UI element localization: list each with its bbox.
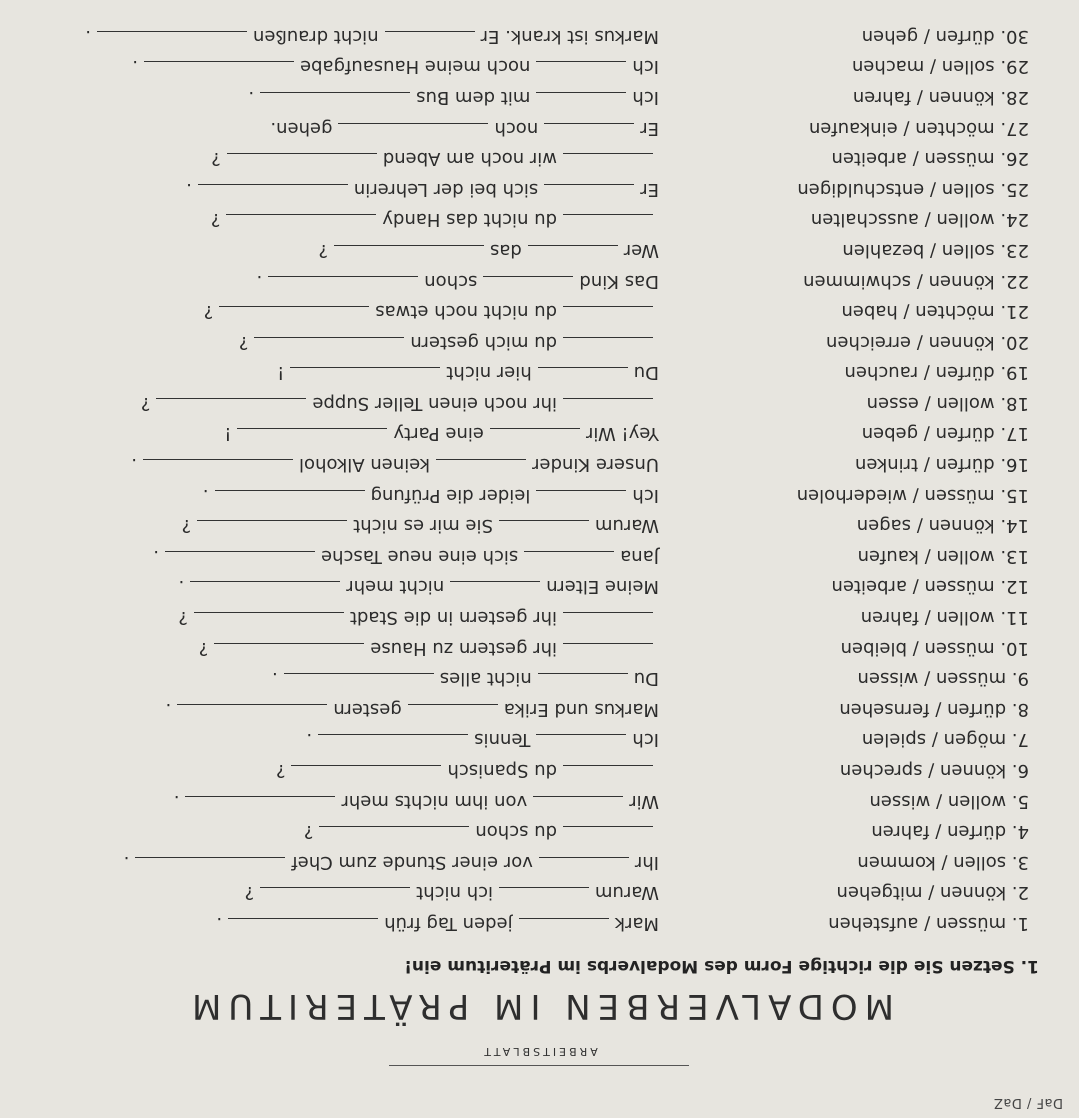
- sentence-end: .: [216, 913, 223, 934]
- exercise-row: [40, 510, 1029, 541]
- exercise-verbs: 25. sollen / entschuldigen: [797, 178, 1029, 200]
- infinitive-blank[interactable]: [260, 92, 410, 111]
- infinitive-blank[interactable]: [227, 153, 377, 172]
- sentence-middle: ihr gestern in die Stadt: [349, 607, 557, 629]
- sentence-start: Ich: [632, 56, 659, 78]
- task-instruction: 1. Setzen Sie die richtige Form des Modalverbs im Präteritum ein!: [404, 956, 1039, 976]
- sentence-middle: du nicht noch etwas: [375, 301, 557, 323]
- sentence-start: Das Kind: [579, 270, 659, 292]
- sentence-middle: vor einer Stunde zum Chef: [291, 851, 533, 873]
- sentence-end: ?: [203, 301, 214, 323]
- exercise-sentence: [199, 632, 659, 663]
- exercise-row: [40, 601, 1029, 632]
- infinitive-blank[interactable]: [254, 337, 404, 356]
- exercise-row: [40, 724, 1029, 755]
- exercise-verbs: 9. müssen / wissen: [857, 668, 1029, 690]
- answer-blank[interactable]: [563, 398, 653, 417]
- exercise-row: [40, 81, 1029, 112]
- exercise-verbs: 19. dürfen / rauchen: [844, 362, 1029, 384]
- exercise-sentence: [276, 754, 659, 785]
- exercise-sentence: [272, 663, 659, 694]
- answer-blank[interactable]: [563, 153, 653, 172]
- infinitive-blank[interactable]: [291, 765, 441, 784]
- answer-blank[interactable]: [563, 337, 653, 356]
- infinitive-blank[interactable]: [338, 123, 488, 142]
- sentence-end: ?: [210, 209, 221, 231]
- answer-blank[interactable]: [450, 581, 540, 600]
- answer-blank[interactable]: [536, 490, 626, 509]
- exercise-row: [40, 296, 1029, 327]
- exercise-row: [40, 204, 1029, 235]
- sentence-end: ?: [303, 821, 314, 843]
- sentence-middle: das: [489, 239, 522, 261]
- sentence-end: .: [132, 56, 139, 78]
- exercise-row: [40, 693, 1029, 724]
- infinitive-blank[interactable]: [135, 857, 285, 876]
- exercise-sentence: [211, 143, 659, 174]
- infinitive-blank[interactable]: [190, 581, 340, 600]
- exercise-row: [40, 173, 1029, 204]
- sentence-end: .: [256, 270, 263, 292]
- sentence-end: .: [173, 790, 180, 812]
- exercise-verbs: 8. dürfen / fernsehen: [839, 698, 1029, 720]
- exercise-row: [40, 907, 1029, 938]
- infinitive-blank[interactable]: [197, 520, 347, 539]
- sentence-start: Du: [633, 668, 659, 690]
- sentence-end: .: [248, 86, 255, 108]
- exercise-sentence: [224, 418, 659, 449]
- sentence-end: .: [131, 454, 138, 476]
- sentence-middle: jeden Tag früh: [384, 913, 513, 934]
- exercise-sentence: [203, 479, 659, 510]
- exercise-sentence: [270, 112, 659, 143]
- sentence-end: .: [123, 851, 130, 873]
- answer-blank[interactable]: [544, 123, 634, 142]
- answer-blank[interactable]: [436, 459, 526, 478]
- sentence-middle: noch: [494, 117, 539, 139]
- exercise-verbs: 3. sollen / kommen: [857, 851, 1029, 873]
- exercise-verbs: 17. dürfen / geben: [861, 423, 1029, 445]
- sentence-middle: wir noch am Abend: [382, 148, 557, 170]
- exercise-row: [40, 663, 1029, 694]
- sentence-end: ?: [211, 148, 221, 170]
- answer-blank[interactable]: [538, 367, 628, 386]
- exercise-verbs: 18. wollen / essen: [866, 392, 1029, 414]
- sentence-middle: Sie mir es nicht: [353, 515, 493, 537]
- sentence-end: ?: [318, 239, 328, 261]
- infinitive-blank[interactable]: [318, 734, 468, 753]
- answer-blank[interactable]: [539, 857, 629, 876]
- exercise-sentence: [153, 540, 659, 571]
- sentence-middle: du schon: [475, 821, 557, 843]
- sentence-end: .: [186, 178, 192, 200]
- exercise-sentence: [174, 785, 659, 816]
- exercise-verbs: 13. wollen / kaufen: [857, 545, 1029, 567]
- exercise-row: [40, 418, 1029, 449]
- sentence-start: Du: [633, 362, 659, 384]
- sentence-end: ?: [181, 515, 192, 537]
- sentence-start: Ich: [632, 86, 659, 108]
- sentence-middle: mit dem Bus: [416, 86, 531, 108]
- exercise-verbs: 23. sollen / bezahlen: [842, 239, 1029, 261]
- infinitive-blank[interactable]: [143, 459, 293, 478]
- sentence-start: Warum: [594, 515, 659, 537]
- infinitive-blank[interactable]: [334, 245, 484, 264]
- exercise-row: [40, 449, 1029, 480]
- infinitive-blank[interactable]: [185, 796, 335, 815]
- sentence-start: Meine Eltern: [546, 576, 659, 598]
- exercise-row: [40, 357, 1029, 388]
- answer-blank[interactable]: [536, 61, 626, 80]
- sentence-end: ?: [238, 331, 249, 353]
- exercise-list: [40, 20, 1029, 938]
- exercise-row: [40, 632, 1029, 663]
- sentence-end: .: [306, 729, 313, 751]
- sentence-start: Mark: [614, 913, 659, 934]
- exercise-row: [40, 816, 1029, 847]
- answer-blank[interactable]: [563, 765, 653, 784]
- answer-blank[interactable]: [408, 704, 498, 723]
- exercise-verbs: 28. können / fahren: [852, 86, 1029, 108]
- exercise-row: [40, 571, 1029, 602]
- exercise-sentence: [239, 326, 659, 357]
- exercise-sentence: [211, 204, 659, 235]
- sentence-end: .: [202, 484, 209, 506]
- exercise-row: [40, 754, 1029, 785]
- sentence-middle: du nicht das Handy: [382, 209, 557, 231]
- kicker-divider: [389, 1065, 689, 1066]
- exercise-row: [40, 540, 1029, 571]
- exercise-verbs: 11. wollen / fahren: [860, 607, 1029, 629]
- sentence-start: Unsere Kinder: [532, 454, 659, 476]
- sentence-middle: nicht alles: [439, 668, 532, 690]
- sentence-start: Er: [640, 117, 659, 139]
- infinitive-blank[interactable]: [214, 643, 364, 662]
- exercise-sentence: [186, 173, 659, 204]
- infinitive-blank[interactable]: [177, 704, 327, 723]
- sentence-end: .: [153, 545, 160, 567]
- sentence-end: !: [224, 423, 232, 445]
- answer-blank[interactable]: [533, 796, 623, 815]
- sentence-end: !: [277, 362, 285, 384]
- exercise-sentence: [166, 693, 659, 724]
- exercise-sentence: [132, 51, 659, 82]
- sentence-start: Wir: [629, 790, 659, 812]
- sentence-middle: schon: [424, 270, 478, 292]
- exercise-sentence: [304, 816, 659, 847]
- page-title: MODALVERBEN IM PRÄTERITUM: [185, 986, 894, 1026]
- answer-blank[interactable]: [499, 520, 589, 539]
- infinitive-blank[interactable]: [319, 826, 469, 845]
- sentence-end: .: [178, 576, 185, 598]
- sentence-end: .: [85, 25, 92, 47]
- subject-label: DaF / DaZ: [993, 1095, 1063, 1110]
- infinitive-blank[interactable]: [226, 214, 376, 233]
- exercise-sentence: [245, 877, 659, 908]
- sentence-middle: noch meine Hausaufgabe: [300, 56, 531, 78]
- answer-blank[interactable]: [528, 245, 618, 264]
- exercise-verbs: 22. können / schwimmen: [803, 270, 1029, 292]
- answer-blank[interactable]: [563, 612, 653, 631]
- exercise-sentence: [306, 724, 659, 755]
- exercise-verbs: 27. möchten / einkaufen: [808, 117, 1029, 139]
- infinitive-blank[interactable]: [290, 367, 440, 386]
- exercise-row: [40, 112, 1029, 143]
- sentence-start: Yey! Wir: [585, 423, 659, 445]
- sentence-start: Ich: [632, 484, 659, 506]
- answer-blank[interactable]: [538, 673, 628, 692]
- answer-blank[interactable]: [536, 734, 626, 753]
- answer-blank[interactable]: [536, 92, 626, 111]
- exercise-verbs: 24. wollen / ausschalten: [810, 209, 1029, 231]
- exercise-row: [40, 479, 1029, 510]
- exercise-verbs: 21. möchten / haben: [841, 301, 1029, 323]
- sentence-end: .: [165, 698, 172, 720]
- exercise-sentence: [216, 907, 659, 938]
- exercise-verbs: 6. können / sprechen: [839, 760, 1029, 782]
- exercise-sentence: [85, 20, 659, 51]
- infinitive-blank[interactable]: [144, 61, 294, 80]
- answer-blank[interactable]: [563, 306, 653, 325]
- exercise-verbs: 7. mögen / spielen: [861, 729, 1029, 751]
- infinitive-blank[interactable]: [198, 184, 348, 203]
- sentence-start: Er: [640, 178, 659, 200]
- sentence-middle: du mich gestern: [410, 331, 557, 353]
- exercise-verbs: 5. wollen / wissen: [869, 790, 1029, 812]
- sentence-end: gehen.: [270, 117, 333, 139]
- exercise-sentence: [124, 846, 659, 877]
- sentence-middle: ich nicht: [416, 882, 493, 904]
- sentence-middle: sich eine neue Tasche: [321, 545, 519, 567]
- answer-blank[interactable]: [544, 184, 634, 203]
- sentence-end: .: [272, 668, 278, 690]
- exercise-sentence: [204, 296, 659, 327]
- sentence-middle: Tennis: [474, 729, 531, 751]
- exercise-verbs: 10. müssen / bleiben: [840, 637, 1029, 659]
- exercise-verbs: 29. sollen / machen: [851, 56, 1029, 78]
- exercise-row: [40, 143, 1029, 174]
- sentence-end: ?: [140, 392, 151, 414]
- infinitive-blank[interactable]: [237, 429, 387, 448]
- sentence-end: ?: [178, 607, 188, 629]
- infinitive-blank[interactable]: [260, 887, 410, 906]
- infinitive-blank[interactable]: [215, 490, 365, 509]
- exercise-verbs: 30. dürfen / gehen: [861, 25, 1029, 47]
- exercise-verbs: 15. müssen / wiederholen: [796, 484, 1029, 506]
- sentence-middle: keinen Alkohol: [299, 454, 431, 476]
- sentence-middle: du Spanisch: [447, 760, 557, 782]
- exercise-verbs: 12. müssen / arbeiten: [831, 576, 1029, 598]
- exercise-sentence: [178, 601, 659, 632]
- answer-blank[interactable]: [524, 551, 614, 570]
- sentence-end: ?: [275, 760, 286, 782]
- sentence-middle: hier nicht: [446, 362, 532, 384]
- sentence-middle: ihr noch einen Teller Suppe: [312, 392, 557, 414]
- sentence-middle: sich bei der Lehrerin: [353, 178, 539, 200]
- exercise-row: [40, 387, 1029, 418]
- infinitive-blank[interactable]: [284, 673, 434, 692]
- exercise-verbs: 26. müssen / arbeiten: [831, 148, 1029, 170]
- exercise-row: [40, 265, 1029, 296]
- sentence-middle: leider die Prüfung: [370, 484, 531, 506]
- exercise-sentence: [318, 234, 659, 265]
- answer-blank[interactable]: [385, 31, 475, 50]
- exercise-verbs: 1. müssen / aufstehen: [828, 913, 1029, 934]
- sentence-start: Markus und Erika: [503, 698, 659, 720]
- exercise-sentence: [257, 265, 659, 296]
- exercise-sentence: [141, 387, 659, 418]
- exercise-row: [40, 20, 1029, 51]
- exercise-row: [40, 846, 1029, 877]
- sentence-start: Ich: [632, 729, 659, 751]
- exercise-sentence: [248, 81, 659, 112]
- exercise-sentence: [182, 510, 659, 541]
- worksheet-kicker: ARBEITSBLATT: [481, 1045, 598, 1058]
- exercise-verbs: 14. können / sagen: [856, 515, 1029, 537]
- sentence-start: Ihr: [634, 851, 659, 873]
- sentence-middle: von ihm nichts mehr: [341, 790, 528, 812]
- infinitive-blank[interactable]: [156, 398, 306, 417]
- infinitive-blank[interactable]: [219, 306, 369, 325]
- sentence-middle: eine Party: [393, 423, 484, 445]
- infinitive-blank[interactable]: [194, 612, 344, 631]
- exercise-verbs: 2. können / mitgehen: [836, 882, 1029, 904]
- sentence-middle: nicht mehr: [346, 576, 445, 598]
- sentence-start: Wer: [623, 239, 659, 261]
- sentence-middle: nicht draußen: [253, 25, 379, 47]
- answer-blank[interactable]: [519, 918, 609, 937]
- answer-blank[interactable]: [563, 643, 653, 662]
- infinitive-blank[interactable]: [165, 551, 315, 570]
- exercise-sentence: [277, 357, 659, 388]
- infinitive-blank[interactable]: [97, 31, 247, 50]
- answer-blank[interactable]: [499, 887, 589, 906]
- sentence-end: ?: [198, 637, 209, 659]
- sentence-start: Warum: [594, 882, 659, 904]
- exercise-sentence: [131, 449, 659, 480]
- exercise-row: [40, 877, 1029, 908]
- exercise-verbs: 20. können / erreichen: [826, 331, 1029, 353]
- exercise-row: [40, 234, 1029, 265]
- infinitive-blank[interactable]: [228, 918, 378, 937]
- sentence-middle: ihr gestern zu Hause: [370, 637, 557, 659]
- exercise-sentence: [179, 571, 659, 602]
- exercise-row: [40, 785, 1029, 816]
- exercise-verbs: 16. dürfen / trinken: [854, 454, 1029, 476]
- answer-blank[interactable]: [563, 826, 653, 845]
- answer-blank[interactable]: [483, 276, 573, 295]
- sentence-middle: gestern: [333, 698, 402, 720]
- infinitive-blank[interactable]: [268, 276, 418, 295]
- exercise-row: [40, 326, 1029, 357]
- sentence-start: Jana: [620, 545, 659, 567]
- sentence-end: ?: [244, 882, 255, 904]
- answer-blank[interactable]: [490, 429, 580, 448]
- exercise-row: [40, 51, 1029, 82]
- answer-blank[interactable]: [563, 214, 653, 233]
- sentence-start: Markus ist krank. Er: [480, 25, 659, 47]
- exercise-verbs: 4. dürfen / fahren: [871, 821, 1029, 843]
